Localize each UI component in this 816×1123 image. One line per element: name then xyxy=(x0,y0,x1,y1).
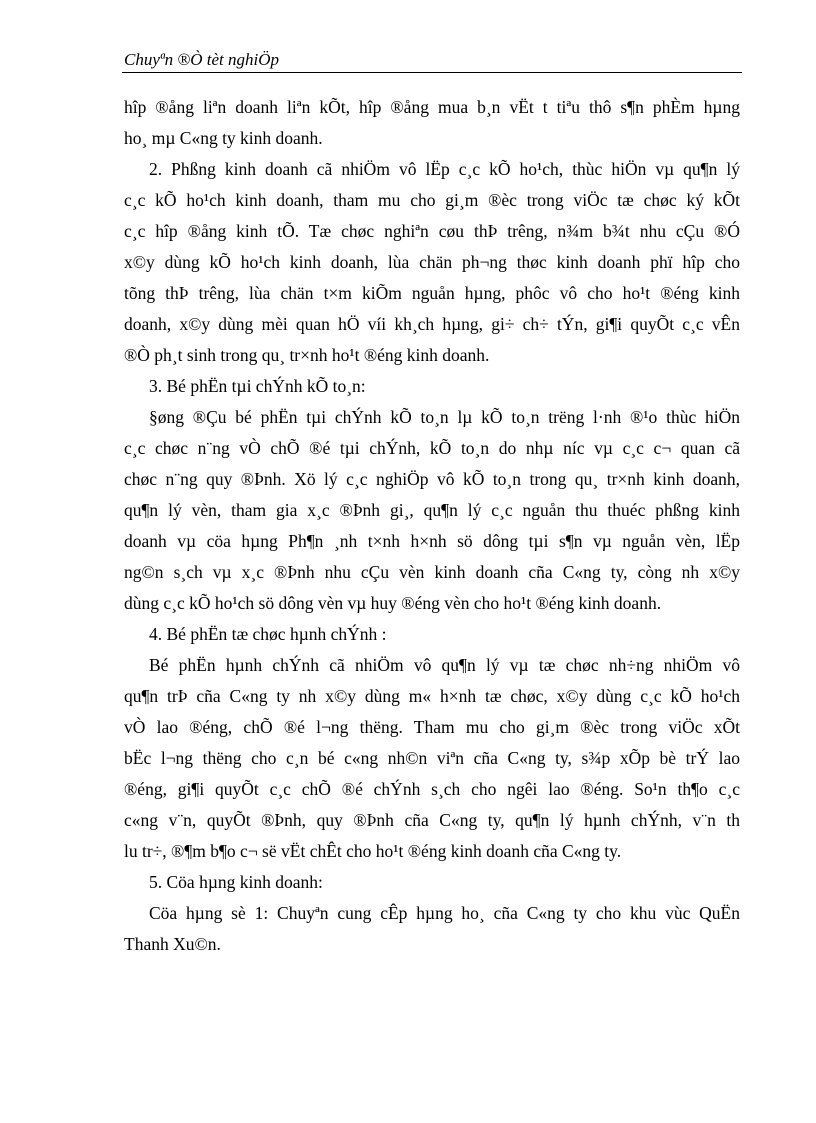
text-line: qu¶n lý vèn, tham gia x¸c ®Þnh gi¸, qu¶n lý c¸c nguån thu thuéc phßng kinh xyxy=(124,500,740,520)
text-line: Cöa hµng sè 1: Chuyªn cung cÊp hµng ho¸ cña C«ng ty cho khu vùc QuËn xyxy=(149,903,740,923)
text-line: vÒ lao ®éng, chÕ ®é l¬ng thëng. Tham mu cho gi¸m ®èc trong viÖc xÕt xyxy=(124,717,740,737)
text-line: c¸c kÕ ho¹ch kinh doanh, tham mu cho gi¸m ®èc trong viÖc tæ chøc ký kÕt xyxy=(124,190,740,210)
header-title: Chuyªn ®Ò tèt nghiÖp xyxy=(124,50,280,69)
text-line: 2. Phßng kinh doanh cã nhiÖm vô lËp c¸c kÕ ho¹ch, thùc hiÖn vµ qu¶n lý xyxy=(149,159,740,179)
text-line: bËc l¬ng thëng cho c¸n bé c«ng nh©n viªn cña C«ng ty, s¾p xÕp bè trÝ lao xyxy=(124,748,740,768)
text-line: dùng c¸c kÕ ho¹ch sö dông vèn vµ huy ®éng vèn cho ho¹t ®éng kinh doanh. xyxy=(124,593,662,613)
text-line: c«ng v¨n, quyÕt ®Þnh, quy ®Þnh cña C«ng ty, qu¶n lý hµnh chÝnh, v¨n th xyxy=(124,810,740,830)
text-line: Thanh Xu©n. xyxy=(124,934,221,954)
text-line: hîp ®ång liªn doanh liªn kÕt, hîp ®ång mua b¸n vËt t tiªu thô s¶n phÈm hµng xyxy=(124,97,740,117)
text-line: chøc n¨ng quy ®Þnh. Xö lý c¸c nghiÖp vô kÕ to¸n trong qu¸ tr×nh kinh doanh, xyxy=(124,469,740,489)
text-line: §øng ®Çu bé phËn tµi chÝnh kÕ to¸n lµ kÕ to¸n trëng l·nh ®¹o thùc hiÖn xyxy=(149,407,740,427)
text-line: 3. Bé phËn tµi chÝnh kÕ to¸n: xyxy=(149,376,366,396)
text-line: doanh, x©y dùng mèi quan hÖ víi kh¸ch hµng, gi÷ ch÷ tÝn, gi¶i quyÕt c¸c vÊn xyxy=(124,314,740,334)
text-line: 4. Bé phËn tæ chøc hµnh chÝnh : xyxy=(149,624,387,644)
text-line: lu tr÷, ®¶m b¶o c¬ së vËt chÊt cho ho¹t ®éng kinh doanh cña C«ng ty. xyxy=(124,841,622,861)
text-line: Bé phËn hµnh chÝnh cã nhiÖm vô qu¶n lý vµ tæ chøc nh÷ng nhiÖm vô xyxy=(149,655,740,675)
text-line: c¸c hîp ®ång kinh tÕ. Tæ chøc nghiªn cøu thÞ trêng, n¾m b¾t nhu cÇu ®Ó xyxy=(124,221,740,241)
text-line: x©y dùng kÕ ho¹ch kinh doanh, lùa chän ph¬ng thøc kinh doanh phï hîp cho xyxy=(124,252,740,272)
text-line: ng©n s¸ch vµ x¸c ®Þnh nhu cÇu vèn kinh doanh cña C«ng ty, còng nh x©y xyxy=(124,562,740,582)
text-line: ho¸ mµ C«ng ty kinh doanh. xyxy=(124,128,323,148)
text-line: ®éng, gi¶i quyÕt c¸c chÕ ®é chÝnh s¸ch cho ngêi lao ®éng. So¹n th¶o c¸c xyxy=(124,779,740,799)
text-line: c¸c chøc n¨ng vÒ chÕ ®é tµi chÝnh, kÕ to¸n do nhµ níc vµ c¸c c¬ quan cã xyxy=(124,438,740,458)
text-line: tõng thÞ trêng, lùa chän t×m kiÕm nguån hµng, phôc vô cho ho¹t ®éng kinh xyxy=(124,283,740,303)
text-line: 5. Cöa hµng kinh doanh: xyxy=(149,872,323,892)
text-line: ®Ò ph¸t sinh trong qu¸ tr×nh ho¹t ®éng kinh doanh. xyxy=(124,345,490,365)
page-header xyxy=(122,48,742,73)
text-line: qu¶n trÞ cña C«ng ty nh x©y dùng m« h×nh tæ chøc, x©y dùng c¸c kÕ ho¹ch xyxy=(124,686,740,706)
document-body xyxy=(124,92,740,960)
text-line: doanh vµ cöa hµng Ph¶n ¸nh t×nh h×nh sö dông tµi s¶n vµ nguån vèn, lËp xyxy=(124,531,740,551)
